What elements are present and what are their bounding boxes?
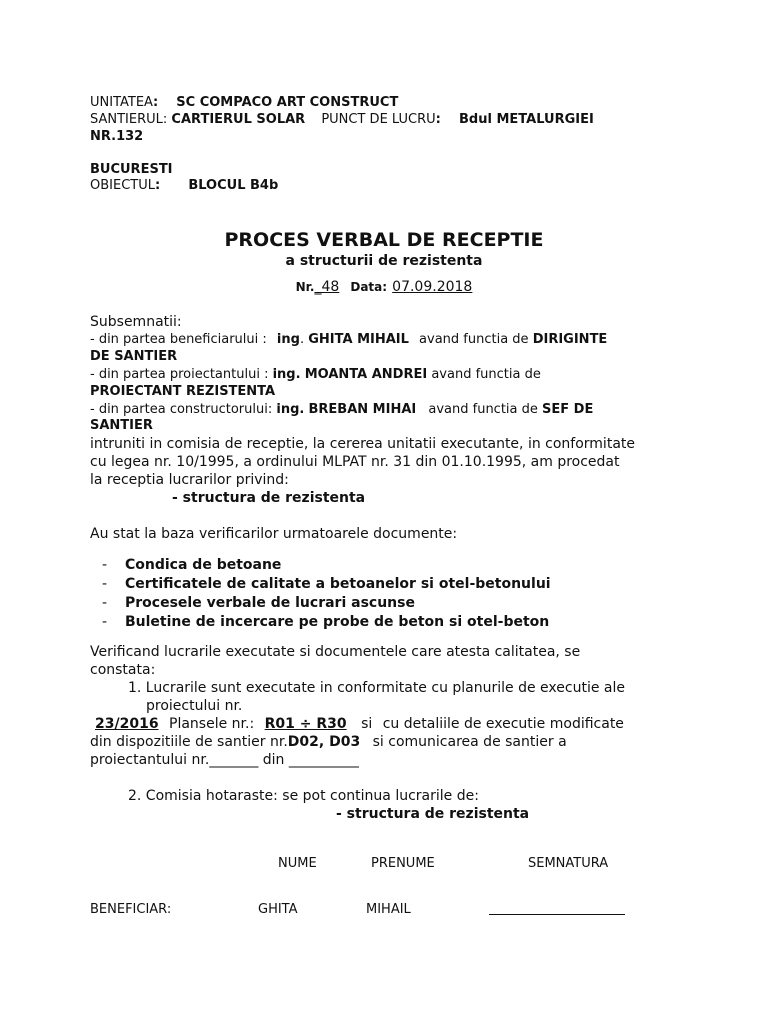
documente-intro: Au stat la baza verificarilor urmatoarele documente:	[90, 526, 458, 542]
item1-line-1: 1. Lucrarile sunt executate in conformitate cu planurile de executie ale	[128, 680, 625, 696]
signature-line	[489, 914, 625, 915]
col-header-prenume: PRENUME	[371, 856, 435, 871]
bullet: -	[102, 557, 108, 573]
header-santierul	[90, 111, 594, 128]
proiectantului-line	[90, 751, 359, 769]
privind-item: - structura de rezistenta	[172, 490, 366, 506]
benef-ing: ing	[276, 332, 300, 347]
punct-value-cont: NR.132	[90, 129, 144, 144]
row-role-beneficiar: BENEFICIAR:	[90, 902, 172, 917]
punct-colon: :	[435, 112, 441, 127]
proiectantului-text: proiectantului nr.	[90, 752, 210, 768]
col-header-nume: NUME	[278, 856, 317, 871]
obiectul-value: BLOCUL B4b	[188, 178, 279, 193]
benef-func: DIRIGINTE	[532, 332, 608, 347]
comunicarea-text: si comunicarea de santier a	[372, 734, 567, 750]
dispozitii-text: din dispozitiile de santier nr.	[90, 734, 288, 750]
document-item: Condica de betoane	[125, 557, 282, 573]
constructor-line	[90, 401, 593, 418]
header-obiectul	[90, 177, 278, 194]
document-item: Certificatele de calitate a betoanelor si otel-betonului	[125, 576, 551, 592]
verificand-line-1: Verificand lucrarile executate si documentele care atesta calitatea, se	[90, 644, 581, 660]
benef-name: GHITA MIHAIL	[308, 332, 409, 347]
si-word: si	[361, 716, 373, 732]
proiect-avand: avand functia de	[431, 367, 541, 382]
constr-func-cont: SANTIER	[90, 418, 153, 433]
document-item: Buletine de incercare pe probe de beton si otel-beton	[125, 614, 550, 630]
city: BUCURESTI	[90, 162, 173, 177]
verificand-line-2: constata:	[90, 662, 156, 678]
din-word: din	[262, 752, 285, 768]
nr-label: Nr.	[295, 280, 315, 294]
unitatea-label: UNITATEA	[90, 95, 153, 110]
dispozitii-line	[90, 733, 567, 751]
benef-dot: .	[299, 332, 305, 347]
beneficiar-line	[90, 331, 607, 348]
punct-value: Bdul METALURGIEI	[459, 112, 594, 127]
blank-nr: _______	[209, 752, 259, 768]
data-label: Data:	[350, 280, 388, 294]
unitatea-colon: :	[152, 95, 159, 110]
proj-nr: 23/2016	[95, 716, 159, 732]
constr-name: BREBAN MIHAI	[308, 402, 417, 417]
document-item: Procesele verbale de lucrari ascunse	[125, 595, 415, 611]
disp-nr: D02, D03	[287, 734, 361, 750]
plansele-label: Plansele nr.:	[169, 716, 255, 732]
benef-func-cont: DE SANTIER	[90, 349, 178, 364]
row-nume: GHITA	[258, 902, 298, 917]
proiect-prefix: - din partea proiectantului :	[90, 367, 269, 382]
detalii-text: cu detaliile de executie modificate	[382, 716, 624, 732]
row-prenume: MIHAIL	[366, 902, 411, 917]
constr-ing: ing.	[276, 402, 305, 417]
obiectul-colon: :	[154, 178, 161, 193]
intruniti-line-2: cu legea nr. 10/1995, a ordinului MLPAT nr. 31 din 01.10.1995, am procedat	[90, 454, 620, 470]
col-header-semnatura: SEMNATURA	[528, 856, 609, 871]
subsemnatii: Subsemnatii:	[90, 314, 182, 330]
benef-avand: avand functia de	[419, 332, 529, 347]
santierul-value: CARTIERUL SOLAR	[171, 112, 306, 127]
constr-avand: avand functia de	[428, 402, 538, 417]
obiectul-label: OBIECTUL	[90, 178, 155, 193]
item2-value: - structura de rezistenta	[336, 806, 530, 822]
proiect-func: PROIECTANT REZISTENTA	[90, 384, 276, 399]
proiect-name: MOANTA ANDREI	[304, 367, 428, 382]
benef-prefix: - din partea beneficiarului :	[90, 332, 267, 347]
blank-date: __________	[288, 752, 359, 768]
constr-func: SEF DE	[542, 402, 594, 417]
bullet: -	[102, 614, 108, 630]
nr-value: _48	[314, 279, 340, 295]
planse-range: R01 ÷ R30	[264, 716, 347, 732]
intruniti-line-3: la receptia lucrarilor privind:	[90, 472, 289, 488]
punct-label: PUNCT DE LUCRU	[321, 112, 436, 127]
document-title: PROCES VERBAL DE RECEPTIE	[224, 229, 544, 251]
bullet: -	[102, 595, 108, 611]
bullet: -	[102, 576, 108, 592]
constr-prefix: - din partea constructorului:	[90, 402, 273, 417]
unitatea-value: SC COMPACO ART CONSTRUCT	[176, 95, 399, 110]
santierul-label: SANTIERUL:	[90, 112, 168, 127]
item2-text: 2. Comisia hotaraste: se pot continua lucrarile de:	[128, 788, 479, 804]
intruniti-line-1: intruniti in comisia de receptie, la cererea unitatii executante, in conformitate	[90, 436, 635, 452]
proiect-ing: ing.	[272, 367, 301, 382]
planse-line	[90, 715, 624, 733]
header-unitatea	[90, 94, 398, 111]
item1-line-2: proiectului nr.	[146, 698, 243, 714]
data-value: 07.09.2018	[392, 279, 473, 295]
document-subtitle: a structurii de rezistenta	[285, 253, 483, 269]
nr-data-line	[0, 276, 768, 295]
proiectant-line	[90, 366, 541, 383]
